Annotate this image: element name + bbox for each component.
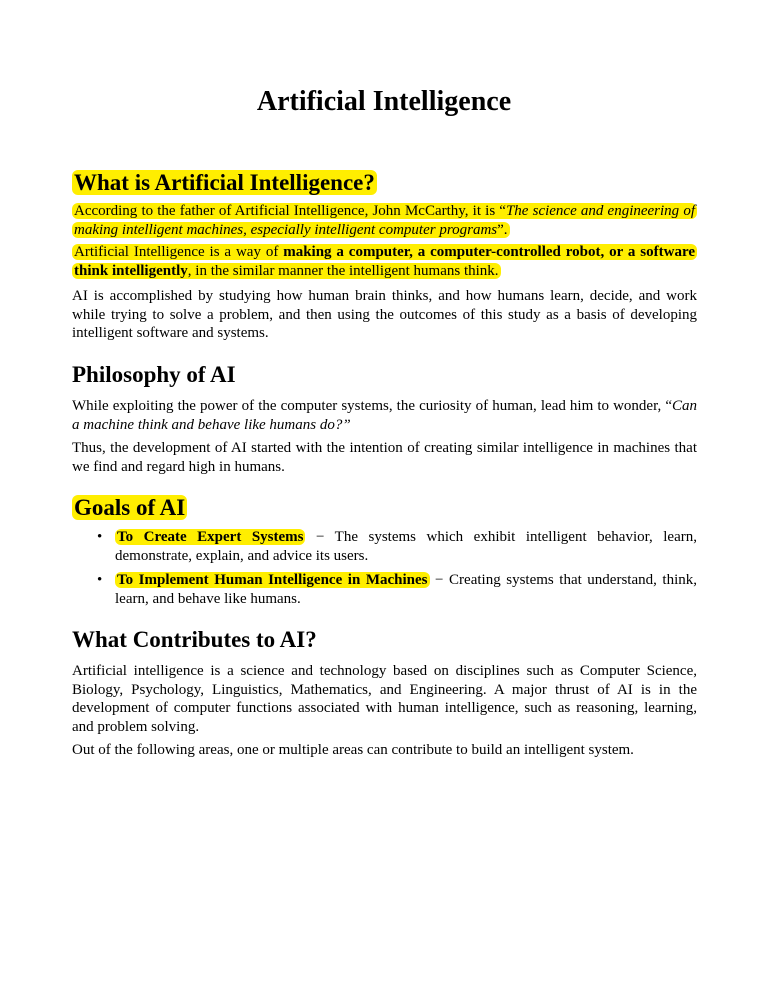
highlight: [72, 203, 697, 238]
term: To Create Expert Systems: [117, 529, 304, 545]
heading-philosophy: [72, 361, 697, 389]
term: To Implement Human Intelligence in Machines: [117, 572, 428, 589]
text: Artificial Intelligence is a way of: [74, 244, 284, 260]
heading-text: What Contributes to AI?: [72, 627, 317, 652]
bullet-icon: •: [97, 529, 103, 545]
highlight: [72, 244, 697, 279]
text: Artificial intelligence is a science and technology based on disciplines such as Computer Science, Biology, Psychology, Linguistics, Mathematics, and Engineering. A major thrust of AI is in the development of computer functions associated with human intelligence, such as reasoning, learning, and problem solving.: [72, 663, 697, 735]
text: ”.: [497, 221, 508, 238]
text: Thus, the development of AI started with the intention of creating similar intelligence in machines that we find and regard high in humans.: [72, 440, 697, 475]
paragraph-disciplines: [72, 662, 697, 736]
heading-text: Philosophy of AI: [72, 362, 236, 387]
heading-goals: [72, 494, 697, 522]
text: According to the father of Artificial Intelligence, John McCarthy, it is “: [74, 203, 506, 219]
paragraph-ai-accomplished: [72, 287, 697, 343]
paragraph-mccarthy: [72, 202, 697, 239]
paragraph-development: [72, 439, 697, 476]
heading-text: Goals of AI: [74, 495, 186, 520]
paragraph-ai-way: [72, 243, 697, 280]
document-title: Artificial Intelligence: [256, 86, 512, 117]
list-item: [72, 571, 697, 608]
heading-what-is-ai: [72, 169, 697, 197]
text: , in the similar manner the intelligent humans think.: [187, 262, 499, 279]
quote: Can a machine think and behave like humans do?”: [72, 398, 697, 433]
text: Out of the following areas, one or multiple areas can contribute to build an intelligent system.: [72, 742, 634, 758]
list-item: [72, 528, 697, 565]
paragraph-areas: [72, 741, 697, 760]
bold-text: making a computer, a computer-controlled robot, or a software think intelligently: [74, 244, 695, 279]
goals-list: [72, 528, 697, 608]
heading-contributes: [72, 626, 697, 654]
quote: The science and engineering of making intelligent machines, especially intelligent computer programs: [74, 203, 695, 238]
text: − Creating systems that understand, think, learn, and behave like humans.: [115, 572, 697, 607]
bullet-icon: •: [97, 572, 103, 589]
text: While exploiting the power of the computer systems, the curiosity of human, lead him to wonder, “: [72, 398, 672, 414]
heading-text: What is Artificial Intelligence?: [74, 170, 375, 195]
text: AI is accomplished by studying how human brain thinks, and how humans learn, decide, and work while trying to solve a problem, and then using the outcomes of this study as a basis of developing intelligent software and systems.: [72, 288, 697, 342]
paragraph-philosophy: [72, 397, 697, 434]
text: − The systems which exhibit intelligent behavior, learn, demonstrate, explain, and advice its users.: [115, 529, 697, 564]
